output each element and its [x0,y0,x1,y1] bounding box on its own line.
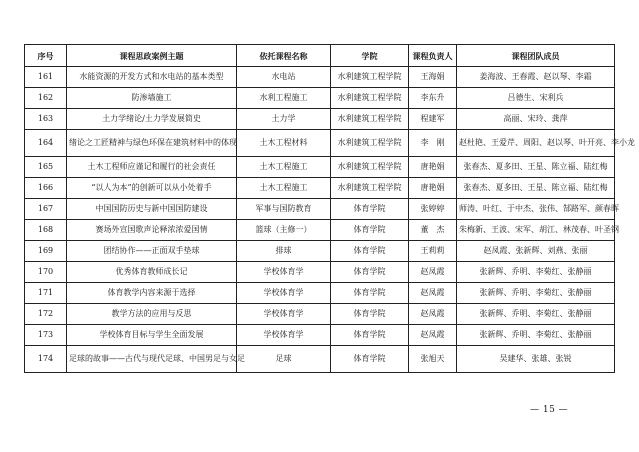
cell-college: 体育学院 [331,241,409,262]
cell-members: 赵凤霞、张新辉、刘燕、张丽 [457,241,615,262]
cell-theme: 土力学绪论/土力学发展简史 [67,109,237,130]
cell-members: 张新辉、乔明、李菊红、张静丽 [457,262,615,283]
table-row [25,346,615,373]
cell-college: 体育学院 [331,283,409,304]
cell-no: 171 [25,283,67,304]
table-row [25,241,615,262]
cell-lead: 张旭天 [409,346,457,373]
course-table [24,44,635,373]
cell-course: 土木工程材料 [237,130,331,157]
cell-no: 173 [25,325,67,346]
cell-college: 体育学院 [331,304,409,325]
cell-no: 163 [25,109,67,130]
cell-members: 高丽、宋玲、龚萍 [457,109,615,130]
cell-lead: 赵凤霞 [409,304,457,325]
cell-course: 土木工程施工 [237,178,331,199]
header-members: 课程团队成员 [457,45,615,67]
cell-course: 学校体育学 [237,325,331,346]
cell-members: 吕德生、宋利兵 [457,88,615,109]
cell-college: 体育学院 [331,346,409,373]
header-college: 学院 [331,45,409,67]
cell-course: 军事与国防教育 [237,199,331,220]
cell-theme: 防渗墙施工 [67,88,237,109]
cell-members: 吴建华、张雄、张锐 [457,346,615,373]
cell-college: 水利建筑工程学院 [331,67,409,88]
cell-college: 体育学院 [331,199,409,220]
cell-members: 赵杜艳、王爱芹、周阳、赵以琴、叶开亮、李小龙 [457,130,615,157]
cell-theme: 学校体育目标与学生全面发展 [67,325,237,346]
cell-members: 张新辉、乔明、李菊红、张静丽 [457,283,615,304]
cell-lead: 赵凤霞 [409,262,457,283]
cell-members: 师涛、叶红、于中杰、张伟、郜路军、颜春晖 [457,199,615,220]
cell-lead: 王海娟 [409,67,457,88]
cell-college: 水利建筑工程学院 [331,130,409,157]
cell-course: 土木工程施工 [237,157,331,178]
cell-theme: 体育教学内容来源于选择 [67,283,237,304]
cell-members: 张春杰、夏多田、王星、陈立福、陆红梅 [457,157,615,178]
cell-lead: 唐艳娟 [409,157,457,178]
cell-members: 张新辉、乔明、李菊红、张静丽 [457,325,615,346]
table-row [25,109,615,130]
cell-theme: 绪论之工匠精神与绿色环保在建筑材料中的体现 [67,130,237,157]
header-lead: 课程负责人 [409,45,457,67]
cell-no: 170 [25,262,67,283]
cell-no: 164 [25,130,67,157]
table-row [25,325,615,346]
table-row [25,157,615,178]
cell-theme: 水能资源的开发方式和水电站的基本类型 [67,67,237,88]
cell-no: 161 [25,67,67,88]
cell-theme: 中国国防历史与新中国国防建设 [67,199,237,220]
cell-college: 水利建筑工程学院 [331,109,409,130]
cell-course: 学校体育学 [237,262,331,283]
cell-course: 土力学 [237,109,331,130]
cell-no: 165 [25,157,67,178]
table-row [25,178,615,199]
cell-members: 姜海波、王春霞、赵以琴、李霜 [457,67,615,88]
cell-college: 水利建筑工程学院 [331,88,409,109]
table-row [25,199,615,220]
cell-course: 学校体育学 [237,304,331,325]
cell-lead: 李东升 [409,88,457,109]
table-row [25,130,615,157]
cell-lead: 王莉莉 [409,241,457,262]
cell-theme: 赛场外宣国歌声论释浓浓爱国情 [67,220,237,241]
cell-lead: 张婷婷 [409,199,457,220]
cell-college: 体育学院 [331,220,409,241]
cell-theme: 团结协作——正面双手垫球 [67,241,237,262]
cell-course: 排球 [237,241,331,262]
cell-members: 朱梅新、王波、宋军、胡江、林茂春、叶圣钢 [457,220,615,241]
cell-course: 水电站 [237,67,331,88]
cell-lead: 董 杰 [409,220,457,241]
cell-no: 174 [25,346,67,373]
cell-no: 168 [25,220,67,241]
table-row [25,88,615,109]
cell-course: 篮球（主修一） [237,220,331,241]
cell-theme: 土木工程师应谨记和履行的社会责任 [67,157,237,178]
header-course: 依托课程名称 [237,45,331,67]
cell-no: 167 [25,199,67,220]
cell-lead: 唐艳娟 [409,178,457,199]
header-no: 序号 [25,45,67,67]
cell-college: 水利建筑工程学院 [331,157,409,178]
cell-lead: 李 刚 [409,130,457,157]
cell-lead: 赵凤霞 [409,325,457,346]
cell-course: 学校体育学 [237,283,331,304]
table-row [25,220,615,241]
cell-course: 足球 [237,346,331,373]
table-row [25,304,615,325]
cell-members: 张新辉、乔明、李菊红、张静丽 [457,304,615,325]
cell-college: 体育学院 [331,325,409,346]
header-theme: 课程思政案例主题 [67,45,237,67]
cell-members: 张春杰、夏多田、王星、陈立福、陆红梅 [457,178,615,199]
table-header-row [25,45,615,67]
table-row [25,283,615,304]
cell-theme: 足球的故事——古代与现代足球、中国男足与女足 [67,346,237,373]
cell-no: 172 [25,304,67,325]
cell-theme: “以人为本”的创新可以从小处着手 [67,178,237,199]
cell-no: 162 [25,88,67,109]
cell-no: 169 [25,241,67,262]
cell-lead: 程建军 [409,109,457,130]
cell-theme: 优秀体育教师成长记 [67,262,237,283]
page-number: — 15 — [530,405,569,415]
cell-lead: 赵凤霞 [409,283,457,304]
cell-college: 体育学院 [331,262,409,283]
cell-theme: 教学方法的应用与反思 [67,304,237,325]
table-row [25,262,615,283]
table-row [25,67,615,88]
cell-college: 水利建筑工程学院 [331,178,409,199]
cell-no: 166 [25,178,67,199]
cell-course: 水利工程施工 [237,88,331,109]
